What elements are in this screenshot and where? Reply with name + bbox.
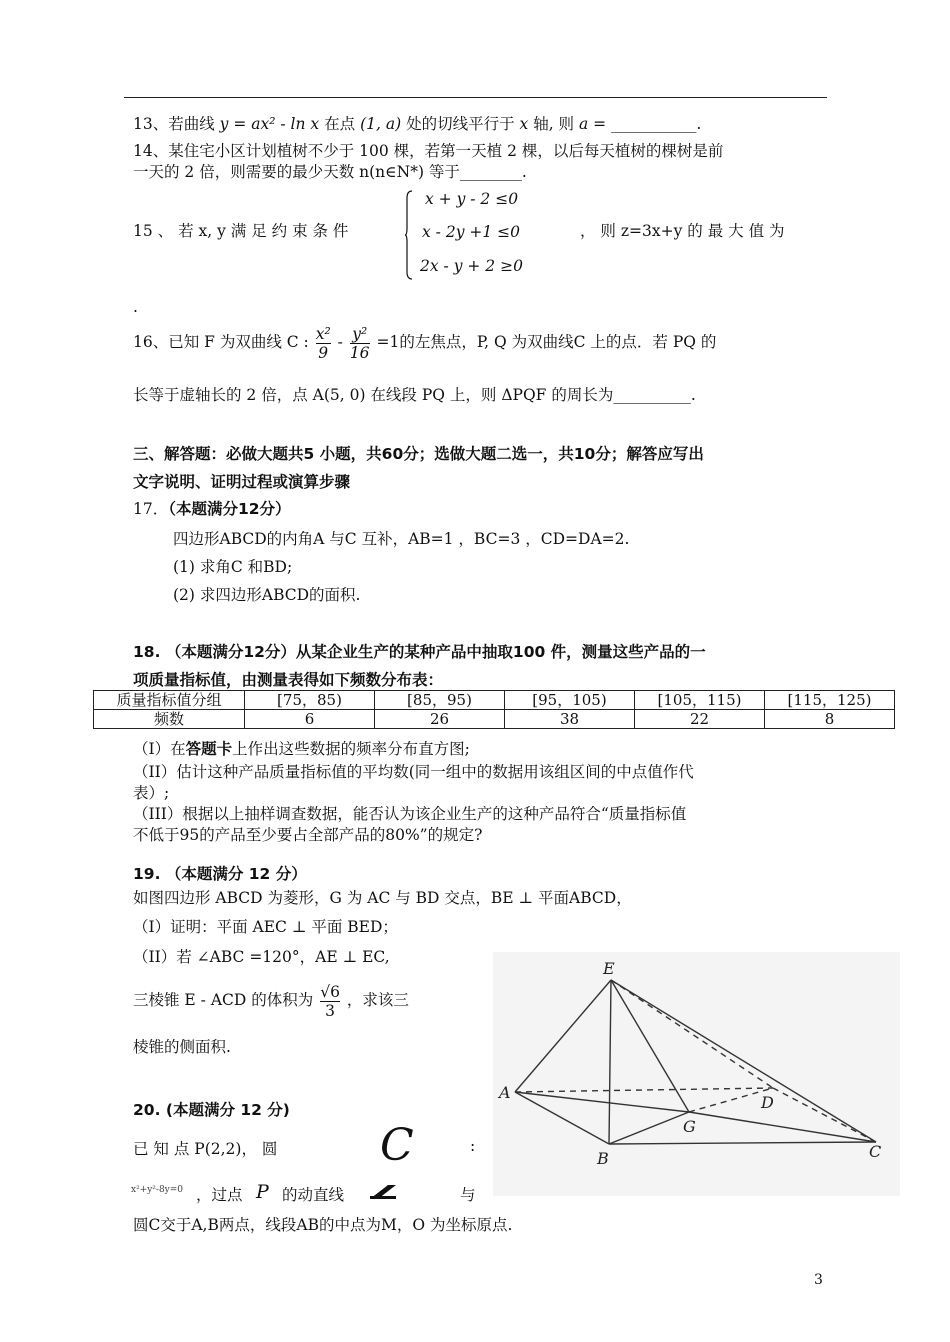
question-15-tail: ， 则 z=3x+y 的 最 大 值 为 — [580, 222, 785, 240]
section-3-heading-line-2: 文字说明、证明过程或演算步骤 — [133, 473, 351, 491]
question-20-title: 20. (本题满分 12 分) — [133, 1101, 290, 1119]
section-3-heading-line-1: 三、解答题：必做大题共5 小题，共60分；选做大题二选一，共10分；解答应写出 — [133, 445, 704, 463]
table-cell: 8 — [765, 710, 895, 729]
table-cell: 38 — [505, 710, 635, 729]
question-19-part-4: 棱锥的侧面积. — [133, 1038, 231, 1056]
page-number: 3 — [814, 1272, 823, 1288]
question-19-title: 19. （本题满分 12 分） — [133, 865, 307, 883]
question-17-part-1: (1) 求角C 和BD; — [173, 558, 293, 576]
question-20-line-2-end: 与 — [460, 1186, 476, 1204]
question-15-label: 15 、 若 x, y 满 足 约 束 条 件 — [133, 222, 349, 240]
table-cell: [115，125) — [765, 691, 895, 710]
table-cell: [75，85) — [245, 691, 375, 710]
question-13: 13、若曲线 y = ax² - ln x 在点 (1, a) 处的切线平行于 x 轴, 则 a = ___________. — [133, 115, 702, 133]
point-p: P — [256, 1181, 269, 1203]
question-14-line-1: 14、某住宅小区计划植树不少于 100 棵，若第一天植 2 棵，以后每天植树的棵树是前 — [133, 142, 724, 160]
constraint-3: 2x - y + 2 ≥0 — [420, 257, 523, 275]
question-17-part-2: (2) 求四边形ABCD的面积. — [173, 586, 361, 604]
table-row — [94, 691, 895, 710]
question-16-line-2: 长等于虚轴长的 2 倍，点 A(5, 0) 在线段 PQ 上，则 ΔPQF 的周长为__________. — [133, 386, 696, 404]
question-18-part-2-line-2: 表）; — [133, 784, 170, 802]
fraction-y2-16: $\frac{\text{y²}}{16}$ — [349, 324, 370, 362]
fraction-sqrt6-3: $\frac{√6}{3}$ — [320, 982, 340, 1020]
svg-text:B: B — [597, 1149, 609, 1168]
table-cell: [85，95) — [375, 691, 505, 710]
table-cell: [95，105) — [505, 691, 635, 710]
moving-line-icon — [366, 1183, 400, 1201]
circle-equation: x²+y²-8y=0 — [131, 1185, 184, 1195]
question-18-title: 18. （本题满分12分）从某企业生产的某种产品中抽取100 件，测量这些产品的一 — [133, 643, 706, 661]
table-row-label: 质量指标值分组 — [94, 691, 245, 710]
table-cell: 22 — [635, 710, 765, 729]
svg-text:G: G — [683, 1117, 696, 1136]
question-19-part-2: （II）若 ∠ABC =120°，AE ⊥ EC, — [133, 948, 390, 966]
question-19-stem: 如图四边形 ABCD 为菱形，G 为 AC 与 BD 交点，BE ⊥ 平面ABCD， — [133, 889, 632, 907]
question-19-part-1: （I）证明：平面 AEC ⊥ 平面 BED； — [133, 918, 398, 936]
constraint-1: x + y - 2 ≤0 — [425, 190, 519, 208]
table-cell: 6 — [245, 710, 375, 729]
question-18-part-3-line-1: （III）根据以上抽样调查数据，能否认为该企业生产的这种产品符合“质量指标值 — [133, 805, 687, 823]
question-18-title-2: 项质量指标值，由测量表得如下频数分布表： — [133, 671, 444, 689]
circle-c-symbol: C — [380, 1120, 414, 1171]
question-20-line-1: 已 知 点 P(2,2)， 圆 — [133, 1140, 278, 1158]
svg-text:E: E — [603, 959, 615, 978]
svg-text:D: D — [761, 1093, 774, 1112]
question-20-line-3: 圆C交于A,B两点，线段AB的中点为M，O 为坐标原点. — [133, 1216, 513, 1234]
q13-curve-formula: y = ax² - ln x — [219, 115, 320, 133]
fraction-x2-9: $\frac{\text{x²}}{9}$ — [315, 324, 331, 362]
question-20-colon: : — [470, 1137, 476, 1155]
question-20-line-2-tail: 的动直线 — [282, 1186, 345, 1204]
question-16-line-1: 16、已知 F 为双曲线 C : $\frac{\text{x²}}{9}$ - $\frac{\text{y²}}{16}$ =1的左焦点，P, Q 为双曲线C 上的点．若 PQ 的 — [133, 324, 717, 362]
svg-text:A: A — [499, 1083, 511, 1102]
header-rule — [124, 97, 827, 98]
question-14-line-2: 一天的 2 倍，则需要的最少天数 n(n∈N*) 等于________. — [133, 163, 527, 181]
question-18-part-2-line-1: （II）估计这种产品质量指标值的平均数(同一组中的数据用该组区间的中点值作代 — [133, 763, 694, 781]
table-cell: 26 — [375, 710, 505, 729]
question-20-line-2-mid: ，过点 — [196, 1186, 243, 1204]
constraint-2: x - 2y +1 ≤0 — [422, 223, 521, 241]
question-18-part-3-line-2: 不低于95的产品至少要占全部产品的80%”的规定? — [133, 826, 483, 844]
question-19-part-3: 三棱锥 E - ACD 的体积为 $\frac{√6}{3}$ ，求该三 — [133, 982, 409, 1020]
brace-icon — [405, 190, 413, 280]
pyramid-figure — [493, 952, 900, 1196]
question-17-stem: 四边形ABCD的内角A 与C 互补，AB=1 ，BC=3 ，CD=DA=2. — [173, 530, 630, 548]
question-15-period: . — [133, 298, 138, 316]
question-18-part-1: （I）在答题卡上作出这些数据的频率分布直方图; — [133, 740, 470, 758]
answer-blank: ___________. — [611, 115, 702, 133]
question-17-title: 17．（本题满分12分） — [133, 500, 291, 518]
pyramid-diagram-icon — [493, 952, 900, 1196]
table-row — [94, 710, 895, 729]
table-cell: [105，115) — [635, 691, 765, 710]
svg-text:C: C — [869, 1142, 882, 1161]
frequency-table — [93, 690, 895, 729]
table-row-label: 频数 — [94, 710, 245, 729]
